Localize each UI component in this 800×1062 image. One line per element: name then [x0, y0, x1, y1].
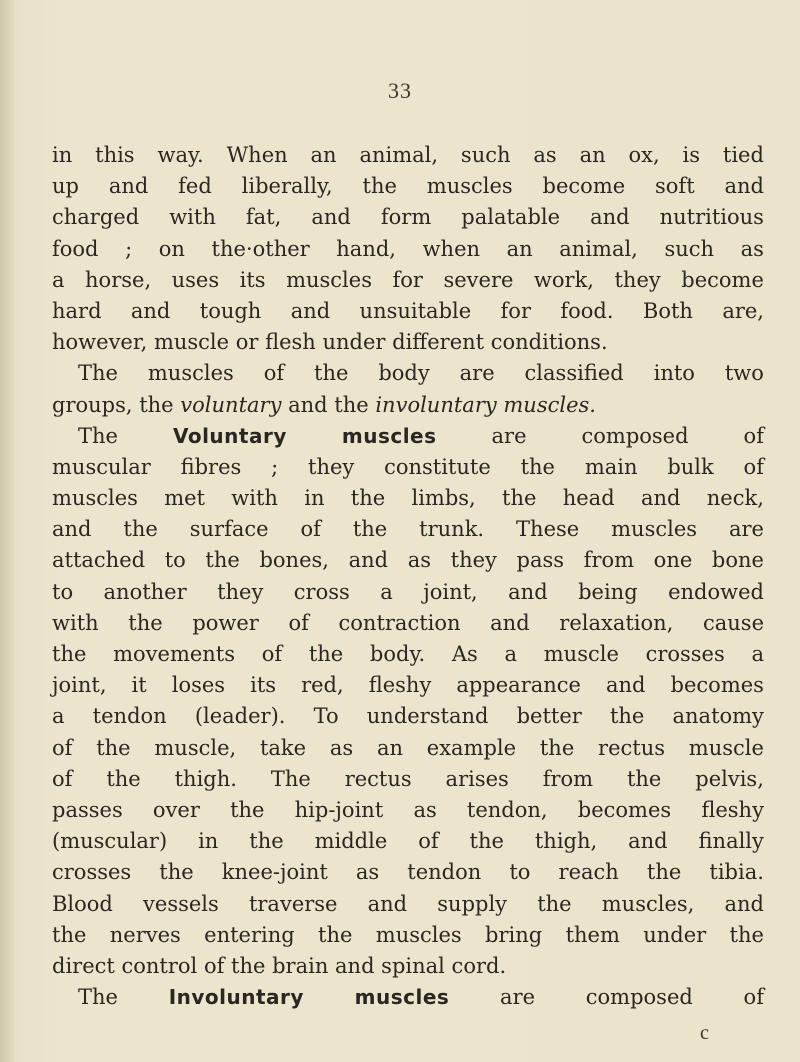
body-text	[52, 140, 764, 1013]
text-line: of the muscle, take as an example the rectus muscle	[52, 735, 764, 760]
text-line-voluntary-heading: The Voluntary muscles are composed of	[78, 423, 764, 448]
text-line: the movements of the body. As a muscle crosses a	[52, 642, 764, 666]
text-line: up and fed liberally, the muscles become soft and	[52, 174, 764, 199]
text-line: to another they cross a joint, and being endowed	[52, 579, 764, 604]
text-line: the nerves entering the muscles bring them under the	[52, 922, 764, 947]
text-line: with the power of contraction and relaxation, cause	[52, 610, 764, 635]
text-line: in this way. When an animal, such as an ox, is tied	[52, 143, 764, 167]
text-line: a tendon (leader). To understand better the anatomy	[52, 704, 764, 729]
text-line: however, muscle or flesh under different conditions.	[52, 330, 608, 355]
text-line: of the thigh. The rectus arises from the pelvis,	[52, 766, 764, 791]
text-line: (muscular) in the middle of the thigh, and finally	[52, 829, 764, 854]
page-number: 33	[388, 78, 412, 103]
text-line: muscular fibres ; they constitute the main bulk of	[52, 454, 764, 479]
text-line: and the surface of the trunk. These muscles are	[52, 517, 764, 542]
signature-mark: c	[700, 1022, 709, 1044]
text-line: passes over the hip-joint as tendon, becomes fleshy	[52, 797, 764, 822]
text-line: crosses the knee-joint as tendon to reach the tibia.	[52, 860, 764, 885]
text-line-classification: The muscles of the body are classified into two	[78, 361, 764, 386]
text-line-groups: groups, the voluntary and the involuntary muscles.	[52, 392, 596, 417]
text-line: hard and tough and unsuitable for food. Both are,	[52, 298, 764, 323]
text-line: Blood vessels traverse and supply the muscles, and	[52, 891, 764, 916]
text-line: charged with fat, and form palatable and nutritious	[52, 205, 764, 230]
text-line: attached to the bones, and as they pass from one bone	[52, 548, 764, 573]
text-line: food ; on the·other hand, when an animal, such as	[52, 236, 764, 261]
page-spine-shadow	[0, 0, 14, 1062]
text-line: a horse, uses its muscles for severe work, they become	[52, 267, 764, 292]
text-line: joint, it loses its red, fleshy appearance and becomes	[52, 673, 764, 698]
text-line: muscles met with in the limbs, the head and neck,	[52, 486, 764, 511]
text-line-involuntary-heading: The Involuntary muscles are composed of	[78, 985, 764, 1010]
text-line: direct control of the brain and spinal cord.	[52, 953, 507, 978]
